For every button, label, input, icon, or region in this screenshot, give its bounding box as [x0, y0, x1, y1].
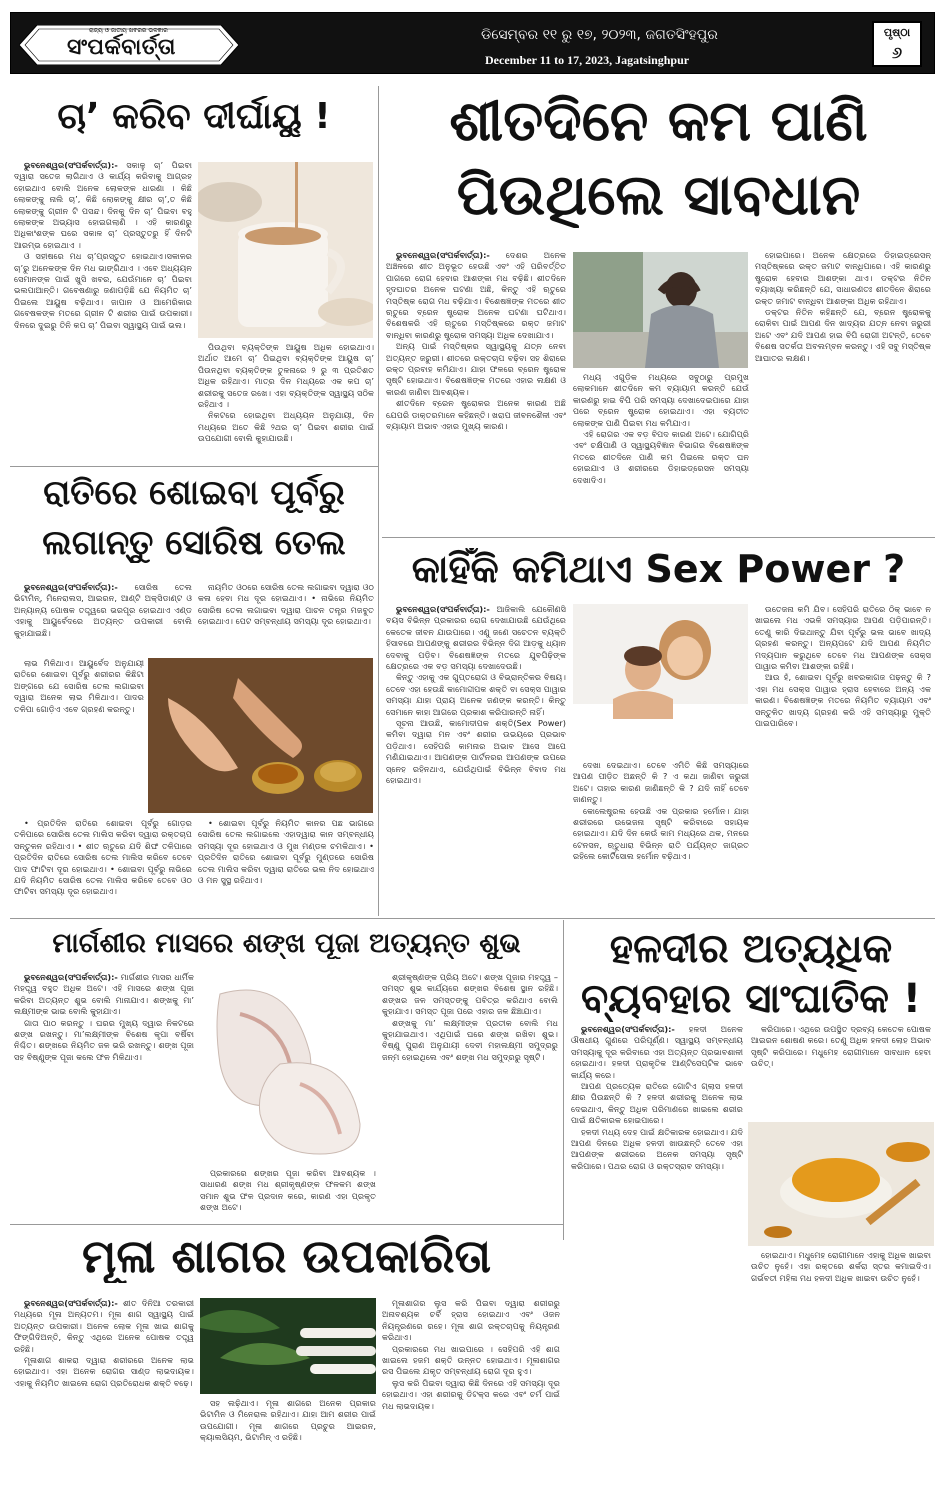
mustard-headline-line-1: ରାତିରେ ଶୋଇବା ପୂର୍ବରୁ: [43, 474, 345, 513]
mustard-column-1c: [14, 818, 192, 914]
turmeric-column-2: [751, 1024, 931, 1116]
turmeric-text-4: କରିପାରେ। ଏଥିରେ ଉପସ୍ଥିତ ଦ୍ରବ୍ୟ କେତେକ ପୋଷକ ଆଇରନ ଶୋଷଣ କରେ। ତେଣୁ ଅଧିକ ହଳଦୀ ଲୋହ ଅଭାବ ସୃଷ୍ଟି କରିପାରେ। ମଧୁମେହ ରୋଗୀମାନେ ସାବଧାନ ହେବା ଉଚିତ୍।: [751, 1024, 931, 1069]
tea-column-1: [14, 160, 192, 462]
power-column-2: [573, 760, 749, 914]
column-divider: [378, 86, 379, 916]
foot-massage-image: [148, 658, 373, 813]
power-text-3: ସୂଚନା ଆଉଛି, କାମୋଦୀପକ ଶକ୍ତି(Sex Power) କମିବା ଦ୍ୱାରା ମନ ଏବଂ ଶରୀର ଉଭୟରେ ପ୍ରଭାବ ପଡ଼ିଥାଏ। ସେହିପରି କାମନାର ଅଭାବ ଆସେ ଆପେ ମଣିଯାଇଥାଏ। ଆପଣଙ୍କ ପାର୍ଟନରର ଆପଣଙ୍କ ଉପରେ ସ୍ନେହ ରହିନଥାଏ, ଯେଉଁଥିପାଇଁ ବିଭିନ୍ନ ବିବାଦ ମଧ ହୋଇଥାଏ।: [386, 718, 566, 786]
couple-image: [573, 604, 748, 754]
mustard-column-1: [14, 582, 192, 656]
conch-column-1: [14, 972, 194, 1220]
date-odia: ଡିସେମ୍ବର ୧୧ ରୁ ୧୭, ୨୦୨୩, ଜଗତସିଂହପୁର: [481, 27, 718, 43]
winter-text-5: ଏହି ରୋଗର ଏକ ବଡ଼ ବିପଦ କାରଣ ଅଟେ। ଯୋଗିପ୍ରି ଏବଂ ଚକ୍ଷିପାଣି ଓ ସ୍ୱାସ୍ଥ୍ୟବିଜ୍ଞାନ ବିଭାଗର ବିଶେଷଜ୍ଞଙ୍କ ମତରେ ଶୀତଦିନେ ପାଣି କମ ପିଇଲେ ରକ୍ତ ଘନ ହୋଇଯାଏ ଓ ଶରୀରରେ ଡିହାଇଡ୍ରେସନ ସମସ୍ୟା ଦେଖାଦିଏ।: [573, 429, 749, 485]
page-number-box: [872, 21, 922, 67]
row-divider: [382, 537, 935, 538]
turmeric-text-5: ହୋଇଥାଏ। ମଧୁମେହ ରୋଗୀମାନେ ଏହାକୁ ଅଧିକ ଖାଇବା ଉଚିତ ନୁହେଁ। ଏହା ରକ୍ତରେ ଶର୍କରା ସ୍ତର କମାଇଦିଏ। ଗର୍ଭବତୀ ମହିଳା ମଧ ହଳଦୀ ଅଧିକ ଖାଇବା ଉଚିତ ନୁହେଁ।: [751, 1250, 931, 1283]
conch-shell-image: [200, 974, 376, 1164]
conch-text-3: ପ୍ରକାରରେ ଶଙ୍ଖର ପୂଜା କରିବା ଆବଶ୍ୟକ । ସାଧାରଣ ଶଙ୍ଖ ମଧ ଶ୍ରୀକୃଷ୍ଣଙ୍କ ଫଳକମ ଶଙ୍ଖ ସମାନ ଶୁଭ ଫଳ ପ୍ରଦାନ କରେ, କାରଣ ଏହା ପ୍ରକୃତ ଶଙ୍ଖ ଅଟେ।: [200, 1168, 376, 1213]
power-byline: ଭୁବନେଶ୍ୱର(ସଂପର୍କବାର୍ତ୍ତା):-: [396, 604, 490, 614]
radish-text-2: ମୂଳାଶାଗ ଶାକରା ଦ୍ୱାରା ଶରୀରରେ ଅନେକ ଲାଭ ହୋଇଥାଏ। ଏହା ଅନେକ ରୋଗର ସାଣ୍ଡ ଲାଭଦାୟକ। ଏହାକୁ ନିୟମିତ ଖାଇଲେ ରୋଗ ପ୍ରତିରୋଧକ ଶକ୍ତି ବଢ଼େ।: [14, 1355, 194, 1388]
row-divider: [10, 466, 378, 467]
tea-column-2: [198, 342, 374, 462]
mustard-text-2: ଲାଭ ମିଳିଥାଏ। ଆୟୁର୍ବେଦ ଅନୁଯାୟୀ ରାତିରେ ଶୋଇବା ପୂର୍ବରୁ ଶରୀରର କିଛିଟା ଅଙ୍ଗରେ ଯେ ସୋରିଷ ତେଲ ଲଗାଇବା ଦ୍ୱାରା ଅନେକ ଲାଭ ମିଳିଥାଏ। ପାଦର ତଳିପା ଗୋଡ଼ିଏ ଏବେ ଗ୍ରହଣ କରନ୍ତୁ।: [14, 658, 144, 714]
radish-column-2: [200, 1398, 376, 1490]
winter-text-4: ମଧ୍ୟ ଏଗୁଡ଼ିକ ମଧ୍ୟରେ ସବୁଠାରୁ ପ୍ରମୁଖ ଲୋକମାନେ ଶୀତଦିନେ କମ ବ୍ୟାୟାମ କରନ୍ତି ଯେଉଁ କାରଣରୁ ହାଇ ବିପି ପରି ସମସ୍ୟା ଦେଖାଦେଇପାରେ ଯାହା ପରେ ବ୍ରେନ ଷ୍ଟ୍ରୋକ ହୋଇଥାଏ। ଏହା ବ୍ୟତୀତ ଲୋକଙ୍କ ପାଣି ପିଇବା ମଧ କମିଯାଏ।: [573, 372, 749, 428]
winter-text-3: ଶୀତଦିନେ ବ୍ରେନ ଷ୍ଟ୍ରୋକର ଅନେକ କାରଣ ଅଛି ଯେପରି ଡାକ୍ତରମାନେ କହିଛନ୍ତି। ଖରାପ ଜୀବନଶୈଳୀ ଏବଂ ବ୍ୟାୟାମ ଅଭାବ ଏହାର ମୁଖ୍ୟ କାରଣ।: [386, 398, 566, 432]
power-text-7: ଆଉ ହଁ, ଶୋଇବା ପୂର୍ବରୁ ଖବରକାଗଜ ପଢ଼ନ୍ତୁ କି ? ଏହା ମଧ ସେକ୍ସ ପାୱାର ହ୍ରାସ ହେବାରେ ଅନ୍ୟ ଏକ କାରଣ। ବିଶେଷଜ୍ଞଙ୍କ ମତରେ ନିୟମିତ ବ୍ୟାୟାମ ଏବଂ ସନ୍ତୁଳିତ ଖାଦ୍ୟ ଗ୍ରହଣ କରି ଏହି ସମସ୍ୟାରୁ ମୁକ୍ତି ପାଇପାରିବେ।: [755, 672, 931, 729]
turmeric-column-1: [571, 1024, 743, 1490]
winter-column-3: [755, 250, 931, 534]
winter-headline-line-1: ଶୀତଦିନେ କମ ପାଣି: [449, 90, 868, 154]
power-text-6: ଉତେଜନା କମି ଯିବ। ସେହିପରି ରାତିରେ ଠିକ୍ ଭାବେ ନ ଖାଇଲେ ମଧ ଏଭଳି ସମସ୍ୟାର ଆପଣ ପଡ଼ିପାରନ୍ତି। ତେଣୁ କାରି ଦିଇଥାନ୍ତୁ ଯିବା ପୂର୍ବରୁ ଭଲ ଭାବେ ଖାଦ୍ୟ ଗ୍ରହଣ କରନ୍ତୁ। ଅନ୍ୟପଟେ ଯଦି ଆପଣ ନିୟମିତ ମଦ୍ୟପାନ କରୁଥିବେ ତେବେ ମଧ ଆପଣଙ୍କ ସେକ୍ସ ପାୱାର କମିବା ଆଶଙ୍କା ରହିଛି।: [755, 604, 931, 672]
power-text-4: ଦେଖା ଦେଇଥାଏ। ତେବେ ଏମିତି କିଛି ସମସ୍ୟାରେ ଆପଣ ପୀଡ଼ିତ ଅଛନ୍ତି କି ? ଏ କଥା ଜାଣିବା ଜରୁରୀ ଅଟେ। ତାହାର କାରଣ ଜାଣିଛନ୍ତି କି ? ଯଦି ନାହିଁ ତେବେ ଜାଣନ୍ତୁ।: [573, 760, 749, 805]
mustard-text-5: • ଶୋଇବା ପୂର୍ବରୁ ନିୟମିତ କାନର ପଛ ଭାଗରେ ସୋରିଷ ତେଲ ଲଗାଇଲେ ଏହାଦ୍ୱାରା କାନ ସମ୍ବନ୍ଧୀୟ ସମସ୍ୟା ଦୂର ହୋଇଥାଏ ଓ ମୁଖ ମଣ୍ଡଳ ଚମକିଥାଏ। • ପ୍ରତିଦିନ ରାତିରେ ଶୋଇବା ପୂର୍ବରୁ ମୁଣ୍ଡରେ ସୋରିଷ ତେଲ ମାଲିସ କରିବା ଦ୍ୱାରା ରାତିରେ ଭଲ ନିଦ ହୋଇଥାଏ ଓ ମନ ସୁସ୍ଥ ରହିଥାଏ।: [198, 818, 374, 886]
radish-text-6: ଲୁସ କରି ପିଇବା ଦ୍ୱାରା କିଛି ଦିନରେ ଏହି ସମସ୍ୟା ଦୂର ହୋଇଥାଏ। ଏହା ଶରୀରକୁ ଡିଟକ୍ସ କରେ ଏବଂ ଚର୍ମ ପାଇଁ ମଧ ଲାଭଦାୟକ।: [382, 1377, 560, 1411]
date-english: December 11 to 17, 2023, Jagatsinghpur: [485, 53, 690, 67]
power-column-3: [755, 604, 931, 914]
winter-byline: ଭୁବନେଶ୍ୱର(ସଂପର୍କବାର୍ତ୍ତା):-: [396, 250, 490, 260]
mustard-column-2: [198, 582, 374, 654]
winter-text-7: ଡକ୍ଟର ନିତିନ କହିଛନ୍ତି ଯେ, ବ୍ରେନ ଷ୍ଟ୍ରୋକକୁ ରୋକିବା ପାଇଁ ଆପଣ ଦିନ ଖାଦ୍ୟର ଯତ୍ନ ନେବା ଜରୁରୀ ଅଟେ ଏବଂ ଯଦି ଆପଣ ହାଇ ବିପି ରୋଗୀ ଅଟନ୍ତି, ତେବେ ବିଶେଷ ସତର୍କତା ଅବଲମ୍ବନ କରନ୍ତୁ। ଏହି ସବୁ ମସ୍ତିଷ୍କ ଆଘାତର ଲକ୍ଷଣ।: [755, 307, 931, 363]
conch-column-3: [382, 972, 558, 1220]
conch-column-2: [200, 1168, 376, 1220]
tea-byline: ଭୁବନେଶ୍ୱର(ସଂପର୍କବାର୍ତ୍ତା):-: [24, 160, 118, 170]
mustard-column-2b: [198, 818, 374, 914]
mustard-text-3: • ପ୍ରତିଦିନ ରାତିରେ ଶୋଇବା ପୂର୍ବରୁ ଗୋଡ଼ର ତଳିପାରେ ସୋରିଷ ତେଲ ମାଲିସ କରିବା ଦ୍ୱାରା ରକ୍ତଚାପ ସନ୍ତୁଳନ ରହିଥାଏ। • ଶୀତ ଋତୁରେ ଯଦି ଶିଙ୍ଘ ତଳିପାରେ ପ୍ରତିଦିନ ରାତିରେ ସୋରିଷ ତେଲ ମାଲିସ କରିବେ ତେବେ ପାଦ ଫାଟିବା ଦୂର ହୋଇଥାଏ। • ଶୋଇବା ପୂର୍ବରୁ ନାଭିରେ ଯଦି ନିୟମିତ ସୋରିଷ ତେଲ ମାଲିସ କରିବେ ତେବେ ଓଠ ଫାଟିବା ସମସ୍ୟା ଦୂର ହୋଇଥାଏ।: [14, 818, 192, 897]
radish-text-5: ପ୍ରକାରରେ ମଧ ଖାଇପାରେ । ସେହିପରି ଏହି ଶାଗ ଖାଇଲେ ହଜମ ଶକ୍ତି ଉନ୍ନତ ହୋଇଥାଏ। ମୂଳାଶାଗର ରସ ପିଇଲେ ଯକୃତ ସମ୍ବନ୍ଧୀୟ ରୋଗ ଦୂର ହୁଏ।: [382, 1343, 560, 1377]
power-text-2: କିନ୍ତୁ ଏହାକୁ ଏକ ଗୁପ୍ତରୋଗ ଓ ବିଭ୍ରାନ୍ତିକର ବିଷୟ। ତେବେ ଏହା ହେଉଛି କାମୋଦ୍ଦୀପକ ଶକ୍ତି ବା ସେକ୍ସ ପାୱାର ସମସ୍ୟା ଯାହା ପ୍ରାୟ ଅନେକ ଜଣଙ୍କ କରନ୍ତି। କିନ୍ତୁ ସେମାନେ କାହା ଆଗରେ ପ୍ରକାଶ କରିପାରନ୍ତି ନାହିଁ।: [386, 672, 566, 717]
turmeric-text-3: ହଳଦୀ ମଧ୍ୟ ଦେହ ପାଇଁ କ୍ଷତିକାରକ ହୋଇଥାଏ। ଯଦି ଆପଣ ଦିନରେ ଅଧିକ ହଳଦୀ ଖାଉଛନ୍ତି ତେବେ ଏହା ଆପଣଙ୍କ ଶରୀରରେ ଅନେକ ସମସ୍ୟା ସୃଷ୍ଟି କରିପାରେ। ପଥର ରୋଗ ଓ ରକ୍ତସ୍ରାବ ସମସ୍ୟା।: [571, 1126, 743, 1171]
logo-tagline: ରାଜ୍ୟ ଓ ଜାତୀୟ ଖବରର ଭଳକାର: [89, 27, 168, 34]
radish-column-1: [14, 1298, 194, 1490]
radish-headline: ମୂଳା ଶାଗର ଉପକାରିତା: [81, 1230, 492, 1283]
radish-text-3: ମୂଳାଶାଗର ଲୁସ କରି ପିଇବା ଦ୍ୱାରା ଶରୀରରୁ ଅନାବଶ୍ୟକ ଚର୍ବି ହ୍ରାସ ହୋଇଥାଏ ଏବଂ ଓଜନ ନିୟନ୍ତ୍ରଣରେ ରହେ। ମୂଳା ଶାଗ ରକ୍ତଚାପକୁ ନିୟନ୍ତ୍ରଣ କରିଥାଏ।: [382, 1298, 560, 1343]
radish-column-3: [382, 1298, 560, 1490]
conch-text-2: ଗାତା ପାଠ କରନ୍ତୁ । ଘରର ମୁଖ୍ୟ ଦ୍ୱାର ନିକଟରେ ଶଙ୍ଖ ରଖନ୍ତୁ। ମା’ଲକ୍ଷ୍ମୀଙ୍କ ବିଶେଷ କୃପା ବର୍ଷିବା ନିଶ୍ଚିତ। ଶଙ୍ଖରେ ନିୟମିତ ଜଳ ଭରି ରଖନ୍ତୁ। ଶଙ୍ଖ ପୂଜା ସହ ବିଷ୍ଣୁଙ୍କ ପୂଜା କଲେ ଫଳ ମିଳିଥାଏ।: [14, 1017, 194, 1062]
winter-text-2: ଅନ୍ୟ ପାଇଁ ମସ୍ତିଷ୍କର ସ୍ୱାସ୍ଥ୍ୟକୁ ଯତ୍ନ ନେବା ଅତ୍ୟନ୍ତ ଜରୁରୀ। ଶୀତରେ ରକ୍ତଚାପ ବଢ଼ିବା ସହ ଶିରାରେ ରକ୍ତ ପ୍ରବାହ କମିଯାଏ। ଯାହା ଫଳରେ ବ୍ରେନ ଷ୍ଟ୍ରୋକ ସୃଷ୍ଟି ହୋଇଥାଏ। ବିଶେଷଜ୍ଞଙ୍କ ମତରେ ଏହାର ଲକ୍ଷଣ ଓ କାରଣ ଜାଣିବା ଆବଶ୍ୟକ।: [386, 341, 566, 397]
conch-byline: ଭୁବନେଶ୍ୱର(ସଂପର୍କବାର୍ତ୍ତା):-: [24, 972, 118, 982]
turmeric-headline-line-1: ହଳଦୀର ଅତ୍ୟଧିକ: [609, 926, 893, 972]
tea-text-1: ସକାଳୁ ଚା’ ପିଇବା ଦ୍ୱାରା ସତେଜ ଲାଗିଥାଏ ଓ କାର୍ଯ୍ୟ କରିବାକୁ ଆଗ୍ରହ ହୋଇଥାଏ ବୋଲି ଅନେକ ଲୋକଙ୍କ ଧାରଣା । କିଛି ଲୋକଙ୍କୁ ନାଲି ଚା’, କିଛି ଲୋକଙ୍କୁ କ୍ଷୀର ଚା’,ତ କିଛି ଲୋକଙ୍କୁ ଗ୍ରୀନ ଟି ପସନ୍ଦ। ଦିନକୁ ଦିନ ଚା’ ପିଇବା ବହୁ ଲୋକଙ୍କ ଅଭ୍ୟାସ ହୋଇଗଲାଣି । ଏହି କାରଣରୁ ଅଧିକାଂଶଙ୍କ ଘରେ ସକାଳ ଚା’ ପ୍ରସ୍ତୁତରୁ ହିଁ ଦିନଟି ଆରମ୍ଭ ହୋଇଥାଏ ।: [14, 160, 192, 250]
conch-text-1: ମାର୍ଗଶୀର ମାସର ଧାର୍ମିକ ମହତ୍ତ୍ୱ ବହୁତ ଅଧିକ ଅଟେ। ଏହି ମାସରେ ଶଙ୍ଖ ପୂଜା କରିବା ଅତ୍ୟନ୍ତ ଶୁଭ ବୋଲି ମାନାଯାଏ। ଶଙ୍ଖକୁ ମା’ ଲକ୍ଷ୍ମୀଙ୍କ ଭାଇ ବୋଲି କୁହାଯାଏ।: [14, 972, 194, 1017]
tea-text-2: ଓ ସହୀଷରେ ମଧ ଚା’ପ୍ରସ୍ତୁତ ହୋଇଥାଏ।ସକାଳର ଚା’ରୁ ଅନେକଙ୍କ ଦିନ ମଧ ଭାଙ୍ଗିଥାଏ । ଏବେ ଅଧ୍ୟୟନ ସେମାନଙ୍କ ପାଇଁ ଖୁସି ଖବର, ଯେଉଁମାନେ ଚା’ ପିଇବା ଭଲପାଆନ୍ତି। ଗବେଷଣାରୁ ଜଣାପଡ଼ିଛି ଯେ ନିୟମିତ ଚା’ ପିଇଲେ ଆୟୁଷ ବଢ଼ିଥାଏ। ଜାପାନ ଓ ଆମେରିକାର ଗବେଷକଙ୍କ ମତରେ ଗ୍ରୀନ ଟି ଶରୀର ପାଇଁ ଉପକାରୀ। ଦିନରେ ଦୁଇରୁ ତିନି କପ ଚା’ ପିଇବା ସ୍ୱାସ୍ଥ୍ୟ ପାଇଁ ଭଲ।: [14, 251, 192, 330]
mustard-text-1: ସୋରିଷ ତେଲ ଭିଟାମିନ୍, ମିନେରାଲସ, ଆଇରନ, ଆଣ୍ଟି ଅକ୍ସିଡାଣ୍ଟ ଓ ଅନ୍ୟାନ୍ୟ ପୋଷକ ତତ୍ତ୍ୱରେ ଭରପୂର ହୋଇଥାଏ ଏଣ୍ଡ ଏହାକୁ ଆୟୁର୍ବେଦରେ ଅତ୍ୟନ୍ତ ଉପକାରୀ ବୋଲି କୁହାଯାଇଛି।: [14, 582, 192, 638]
mustard-column-1b: [14, 658, 144, 814]
conch-headline: ମାର୍ଗଶୀର ମାସରେ ଶଙ୍ଖ ପୂଜା ଅତ୍ୟନ୍ତ ଶୁଭ: [52, 928, 521, 959]
turmeric-text-1: ହଳଦୀ ଅନେକ ଔଷଧୀୟ ଗୁଣରେ ପରିପୂର୍ଣ୍ଣ। ସ୍ୱାସ୍ଥ୍ୟ ସମ୍ବନ୍ଧୀୟ ସମସ୍ୟାକୁ ଦୂର କରିବାରେ ଏହା ଅତ୍ୟନ୍ତ ପ୍ରଭାବଶାଳୀ ହୋଇଥାଏ। ହଳଦୀ ପ୍ରାକୃତିକ ଆଣ୍ଟିସେପ୍ଟିକ ଭାବେ କାର୍ଯ୍ୟ କରେ।: [571, 1024, 743, 1080]
page-number: ୬: [891, 43, 903, 62]
tea-text-4: ନିକଟରେ ହୋଇଥିବା ଅଧ୍ୟୟନ ଅନୁଯାୟୀ, ଦିନ ମଧ୍ୟରେ ଅତେ କିଛି ୨ଥର ଚା’ ପିଇବା ଶରୀର ପାଇଁ ଉପଯୋଗୀ ବୋଲି କୁହାଯାଉଛି।: [198, 410, 374, 444]
masthead: [10, 12, 935, 74]
logo: [19, 25, 239, 65]
radish-image: [200, 1298, 376, 1394]
power-text-1: ଆଜିକାଲି ଯେକୌଣସି ବୟସ ବିଭିନ୍ନ ପ୍ରକାରର ରୋଗ ଦେଖାଯାଉଛି ଯେଉଁଥିରେ କେତେକ ଜୀବନ ଯାଉପାରେ। ଏଣୁ ଜଣେ ସଚେତନ ବ୍ୟକ୍ତି ହିସାବରେ ଆପଣଙ୍କୁ ଶରୀରର ବିଭିନ୍ନ ଦିଗ ଆଡ଼କୁ ଧ୍ୟାନ ଦେବାକୁ ପଡ଼ିବ। ବିଶେଷଜ୍ଞଙ୍କ ମତରେ ଯୁବପିଢ଼ିଙ୍କ କ୍ଷେତ୍ରରେ ଏକ ବଡ଼ ସମସ୍ୟା ଦେଖାଦେଉଛି।: [386, 604, 566, 672]
logo-text: ସଂପର୍କବାର୍ତ୍ତା: [67, 35, 176, 60]
turmeric-powder-image: [748, 1122, 934, 1246]
turmeric-text-2: ଆପଣ ପ୍ରତ୍ୟେକ ରାତିରେ ଗୋଟିଏ ଗ୍ଲାସ ହଳଦୀ କ୍ଷୀର ପିଉଛନ୍ତି କି ? ହଳଦୀ ଶରୀରକୁ ଅନେକ ଲାଭ ଦେଇଥାଏ, କିନ୍ତୁ ଅଧିକ ପରିମାଣରେ ଖାଇଲେ ଶରୀର ପାଇଁ କ୍ଷତିକାରକ ହୋଇପାରେ।: [571, 1081, 743, 1126]
tea-headline: ଚା’ କରିବ ଦୀର୍ଘାୟୁ !: [57, 96, 331, 137]
winter-column-1: [386, 250, 566, 534]
tea-cup-image: [198, 162, 373, 338]
radish-text-1: ଶୀତ ଦିନିଆ ତରକାରୀ ମଧ୍ୟରେ ମୂଳା ଅନ୍ୟତମ। ମୂଳା ଶାଗ ସ୍ୱାସ୍ଥ୍ୟ ପାଇଁ ଅତ୍ୟନ୍ତ ଉପକାରୀ। ଅନେକ ଲୋକ ମୂଳା ଖାଇ ଶାଗକୁ ଫିଙ୍ଗିଦିଅନ୍ତି, କିନ୍ତୁ ଏଥିରେ ଅନେକ ପୋଷକ ତତ୍ତ୍ୱ ରହିଛି।: [14, 1298, 194, 1354]
power-headline: କାହିଁକି କମିଥାଏ Sex Power ?: [411, 548, 906, 591]
worried-man-image: [573, 252, 748, 368]
tea-text-3: ପିଉଥିବା ବ୍ୟକ୍ତିଙ୍କ ଆୟୁଷ ଅଧିକ ହୋଇଥାଏ। ଅର୍ଥାତ ଆମେ ଚା’ ପିଇଥିବା ବ୍ୟକ୍ତିଙ୍କ ଆୟୁଷ ଚା’ ପିଉନଥିବା ବ୍ୟକ୍ତିଙ୍କ ତୁଳନାରେ ୨ ରୁ ୩ ପ୍ରତିଶତ ଅଧିକ ରହିଥାଏ। ମାତ୍ର ଦିନ ମଧ୍ୟରେ ଏକ କପ ଚା’ ଶରୀରକୁ ସତେଜ ରଖେ। ଏହା ବ୍ୟକ୍ତିଙ୍କ ସ୍ୱାସ୍ଥ୍ୟ ସଠିକ ରହିଥାଏ ।: [198, 342, 374, 410]
radish-byline: ଭୁବନେଶ୍ୱର(ସଂପର୍କବାର୍ତ୍ତା):-: [24, 1298, 118, 1308]
radish-text-4: ସହ ଲଢ଼ିଥାଏ। ମୂଳା ଶାଗରେ ଅନେକ ପ୍ରକାର ଭିଟାମିନ ଓ ମିନେରାଲ ରହିଥାଏ। ଯାହା ଆମ ଶରୀର ପାଇଁ ଉପଯୋଗୀ। ମୂଳା ଶାଗରେ ପ୍ରଚୁର ଆଇରନ, କ୍ୟାଲସିୟମ, ଭିଟାମିନ୍ ଏ ରହିଛି।: [200, 1398, 376, 1443]
power-column-1: [386, 604, 566, 914]
power-text-5: କୋଲେଷ୍ଟ୍ରଲ ହେଉଛି ଏକ ପ୍ରକାର ହର୍ମୋନ। ଯାହା ଶରୀରରେ ଉଭେଜନା ସୃଷ୍ଟି କରିବାରେ ସହାୟକ ହୋଇଥାଏ। ଯଦି ଦିନ କେଉଁ କାମ ମଧ୍ୟରେ ଥକ, ମନରେ ଟେନସନ, ଋତୁଧାରା ବିଭିନ୍ନ ରାତି ପର୍ଯ୍ୟନ୍ତ ଜାଗ୍ରତ ରହିଲେ କୋର୍ଟିସୋଲ ହର୍ମୋନ ବଢ଼ିଥାଏ।: [573, 805, 749, 862]
conch-text-4: ଶ୍ରୀକୃଷ୍ଣଙ୍କ ପ୍ରିୟ ଅଟେ। ଶଙ୍ଖ ପୂଜାର ମହତ୍ତ୍ୱ – ସମସ୍ତ ଶୁଭ କାର୍ଯ୍ୟରେ ଶଙ୍ଖର ବିଶେଷ ସ୍ଥାନ ରହିଛି। ଶଙ୍ଖର ଜଳ ସମସ୍ତଙ୍କୁ ପବିତ୍ର କରିଥାଏ ବୋଲି କୁହାଯାଏ। ସମସ୍ତ ପୂଜା ପରେ ଏହାର ଜଳ ଛିଞ୍ଚାଯାଏ।: [382, 972, 558, 1017]
winter-text-6: ହୋଇପାରେ। ଅନେକ କ୍ଷେତ୍ରରେ ଡିହାଇଡ୍ରେସନ୍ ମସ୍ତିଷ୍କରେ ରକ୍ତ ଜମାଟ ବାନ୍ଧିପାରେ। ଏହି କାରଣରୁ ଷ୍ଟ୍ରୋକ ହେବାର ଆଶଙ୍କା ଥାଏ। ଡକ୍ଟର ନିତିନ ବ୍ୟାଖ୍ୟା କରିଛନ୍ତି ଯେ, ସାଧାରଣତଃ ଶୀତଦିନେ ଶିରାରେ ରକ୍ତ ଜମାଟ ବାନ୍ଧିବା ଆଶଙ୍କା ଅଧିକ ରହିଥାଏ।: [755, 250, 931, 306]
page-label: ପୃଷ୍ଠା: [883, 26, 911, 39]
turmeric-byline: ଭୁବନେଶ୍ୱର(ସଂପର୍କବାର୍ତ୍ତା):-: [581, 1024, 675, 1034]
winter-text-1: ଦେଶର ଅନେକ ଅଞ୍ଚଳରେ ଶୀତ ଅନୁଭୂତ ହେଉଛି ଏବଂ ଏହି ପରିବର୍ତ୍ତିତ ପାଗରେ ରୋଗ ହେବାର ଆଶଙ୍କା ମଧ ବଢ଼ିଛି। ଶୀତଦିନେ ହୃଦଘାତର ଅନେକ ଘଟଣା ଅଛି, କିନ୍ତୁ ଏହି ଋତୁରେ ମସ୍ତିଷ୍କ ରୋଗ ମଧ ବଢ଼ିଯାଏ। ବିଶେଷଜ୍ଞଙ୍କ ମତରେ ଶୀତ ଋତୁରେ ବ୍ରେନ ଷ୍ଟ୍ରୋକ ଅନେକ ଘଟଣା ଘଟିଥାଏ। ବିଶେଷକରି ଏହି ଋତୁରେ ମସ୍ତିଷ୍କରେ ରକ୍ତ ଜମାଟ ବାନ୍ଧିବା କାରଣରୁ ଷ୍ଟ୍ରୋକ ସମସ୍ୟା ଅଧିକ ଦେଖାଯାଏ।: [386, 250, 566, 340]
row-divider: [10, 1224, 563, 1225]
mustard-headline-line-2: ଲଗାନ୍ତୁ ସୋରିଷ ତେଲ: [42, 524, 346, 563]
turmeric-headline-line-2: ବ୍ୟବହାର ସାଂଘାତିକ !: [580, 976, 922, 1022]
row-divider: [10, 918, 935, 919]
mustard-text-4: ନାୟମିତ ଓଠରେ ସୋରିଷ ତେଲ ଲଗାଇବା ଦ୍ୱାରା ଓଠ କଳା ହେବା ମଧ ଦୂର ହୋଇଥାଏ। • ନାଭିରେ ନିୟମିତ ସୋରିଷ ତେଲ ଲଗାଇବା ଦ୍ୱାରା ପାଚନ ତନ୍ତ୍ର ମଜବୁତ ହୋଇଥାଏ। ପେଟ ସମ୍ବନ୍ଧୀୟ ସମସ୍ୟା ଦୂର ହୋଇଥାଏ।: [198, 582, 374, 627]
winter-column-2: [573, 372, 749, 534]
winter-headline-line-2: ପିଉଥିଲେ ସାବଧାନ: [456, 164, 861, 228]
mustard-byline: ଭୁବନେଶ୍ୱର(ସଂପର୍କବାର୍ତ୍ତା):-: [24, 582, 118, 592]
column-divider: [563, 920, 564, 1240]
turmeric-column-2b: [751, 1250, 931, 1490]
conch-text-5: ଶଙ୍ଖକୁ ମା’ ଲକ୍ଷ୍ମୀଙ୍କ ପ୍ରତୀକ ବୋଲି ମଧ କୁହାଯାଇଥାଏ। ଏଥିପାଇଁ ଘରେ ଶଙ୍ଖ ରଖିବା ଶୁଭ। ବିଷ୍ଣୁ ପୁରାଣ ଅନୁଯାୟୀ ଦେବୀ ମହାଲକ୍ଷ୍ମୀ ସମୁଦ୍ରରୁ ଜନ୍ମ ହୋଇଥିଲେ ଏବଂ ଶଙ୍ଖ ମଧ ସମୁଦ୍ରରୁ ସୃଷ୍ଟି।: [382, 1017, 558, 1062]
